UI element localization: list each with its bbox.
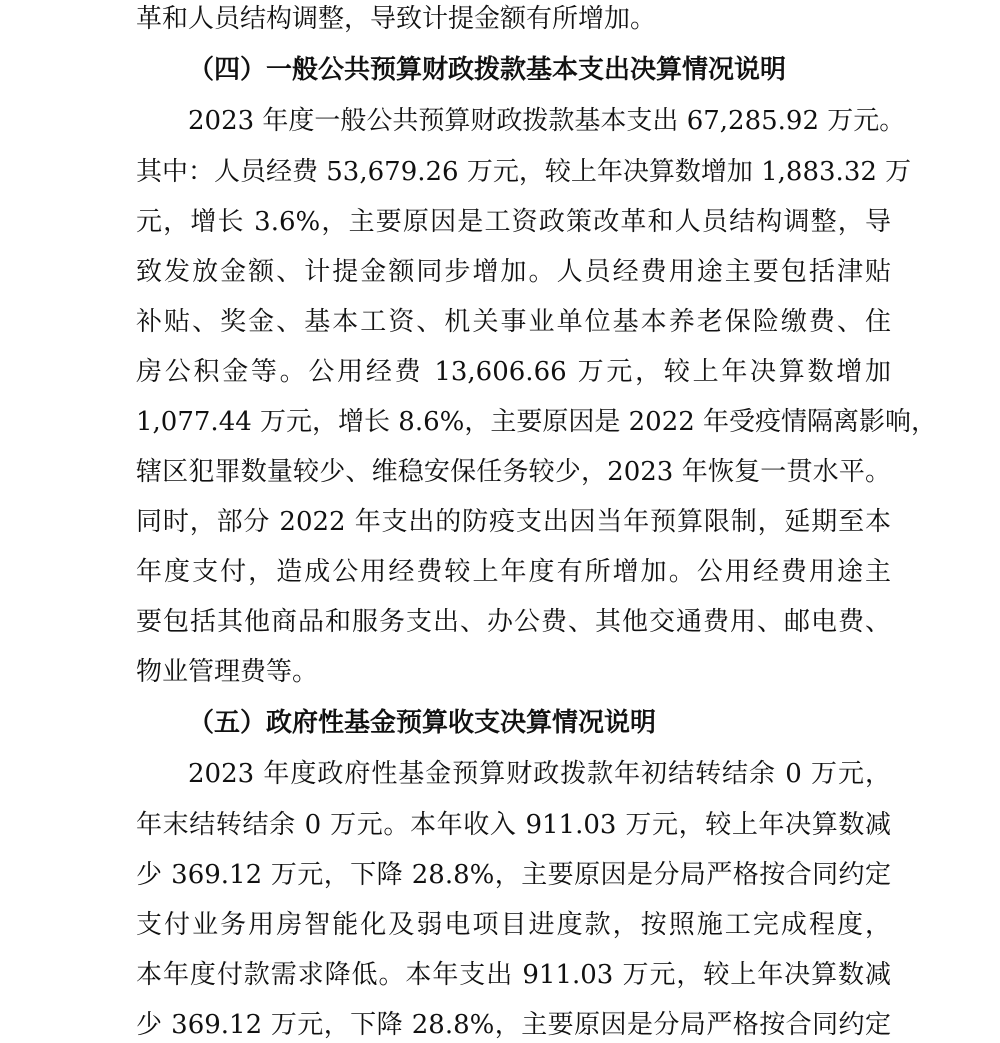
body-text-line: 补贴、奖金、基本工资、机关事业单位基本养老保险缴费、住: [136, 307, 891, 337]
body-text-line: 2023 年度一般公共预算财政拨款基本支出 67,285.92 万元。: [188, 106, 906, 136]
body-text-line: 其中：人员经费 53,679.26 万元，较上年决算数增加 1,883.32 万: [136, 157, 912, 187]
body-text-line: 1,077.44 万元，增长 8.6%，主要原因是 2022 年受疫情隔离影响，: [136, 407, 938, 437]
body-text-line: 年末结转结余 0 万元。本年收入 911.03 万元，较上年决算数减: [136, 810, 891, 840]
body-text-line: 少 369.12 万元，下降 28.8%，主要原因是分局严格按合同约定: [136, 1010, 891, 1040]
body-text-line: 年度支付，造成公用经费较上年度有所增加。公用经费用途主: [136, 557, 891, 587]
body-text-line: 同时，部分 2022 年支出的防疫支出因当年预算限制，延期至本: [136, 507, 891, 537]
body-text-line: 本年度付款需求降低。本年支出 911.03 万元，较上年决算数减: [136, 960, 891, 990]
body-text-line: 要包括其他商品和服务支出、办公费、其他交通费用、邮电费、: [136, 607, 891, 637]
section-heading: （四）一般公共预算财政拨款基本支出决算情况说明: [188, 55, 787, 85]
body-text-line: 房公积金等。公用经费 13,606.66 万元，较上年决算数增加: [136, 357, 891, 387]
body-text-line: 支付业务用房智能化及弱电项目进度款，按照施工完成程度，: [136, 910, 891, 940]
body-text-line: 元，增长 3.6%，主要原因是工资政策改革和人员结构调整，导: [136, 207, 891, 237]
body-text-line: 物业管理费等。: [136, 657, 319, 687]
section-heading: （五）政府性基金预算收支决算情况说明: [188, 708, 657, 738]
body-text-line: 革和人员结构调整，导致计提金额有所增加。: [136, 4, 657, 34]
body-text-line: 少 369.12 万元，下降 28.8%，主要原因是分局严格按合同约定: [136, 860, 891, 890]
body-text-line: 致发放金额、计提金额同步增加。人员经费用途主要包括津贴: [136, 257, 891, 287]
body-text-line: 辖区犯罪数量较少、维稳安保任务较少，2023 年恢复一贯水平。: [136, 457, 891, 487]
body-text-line: 2023 年度政府性基金预算财政拨款年初结转结余 0 万元，: [188, 759, 891, 789]
